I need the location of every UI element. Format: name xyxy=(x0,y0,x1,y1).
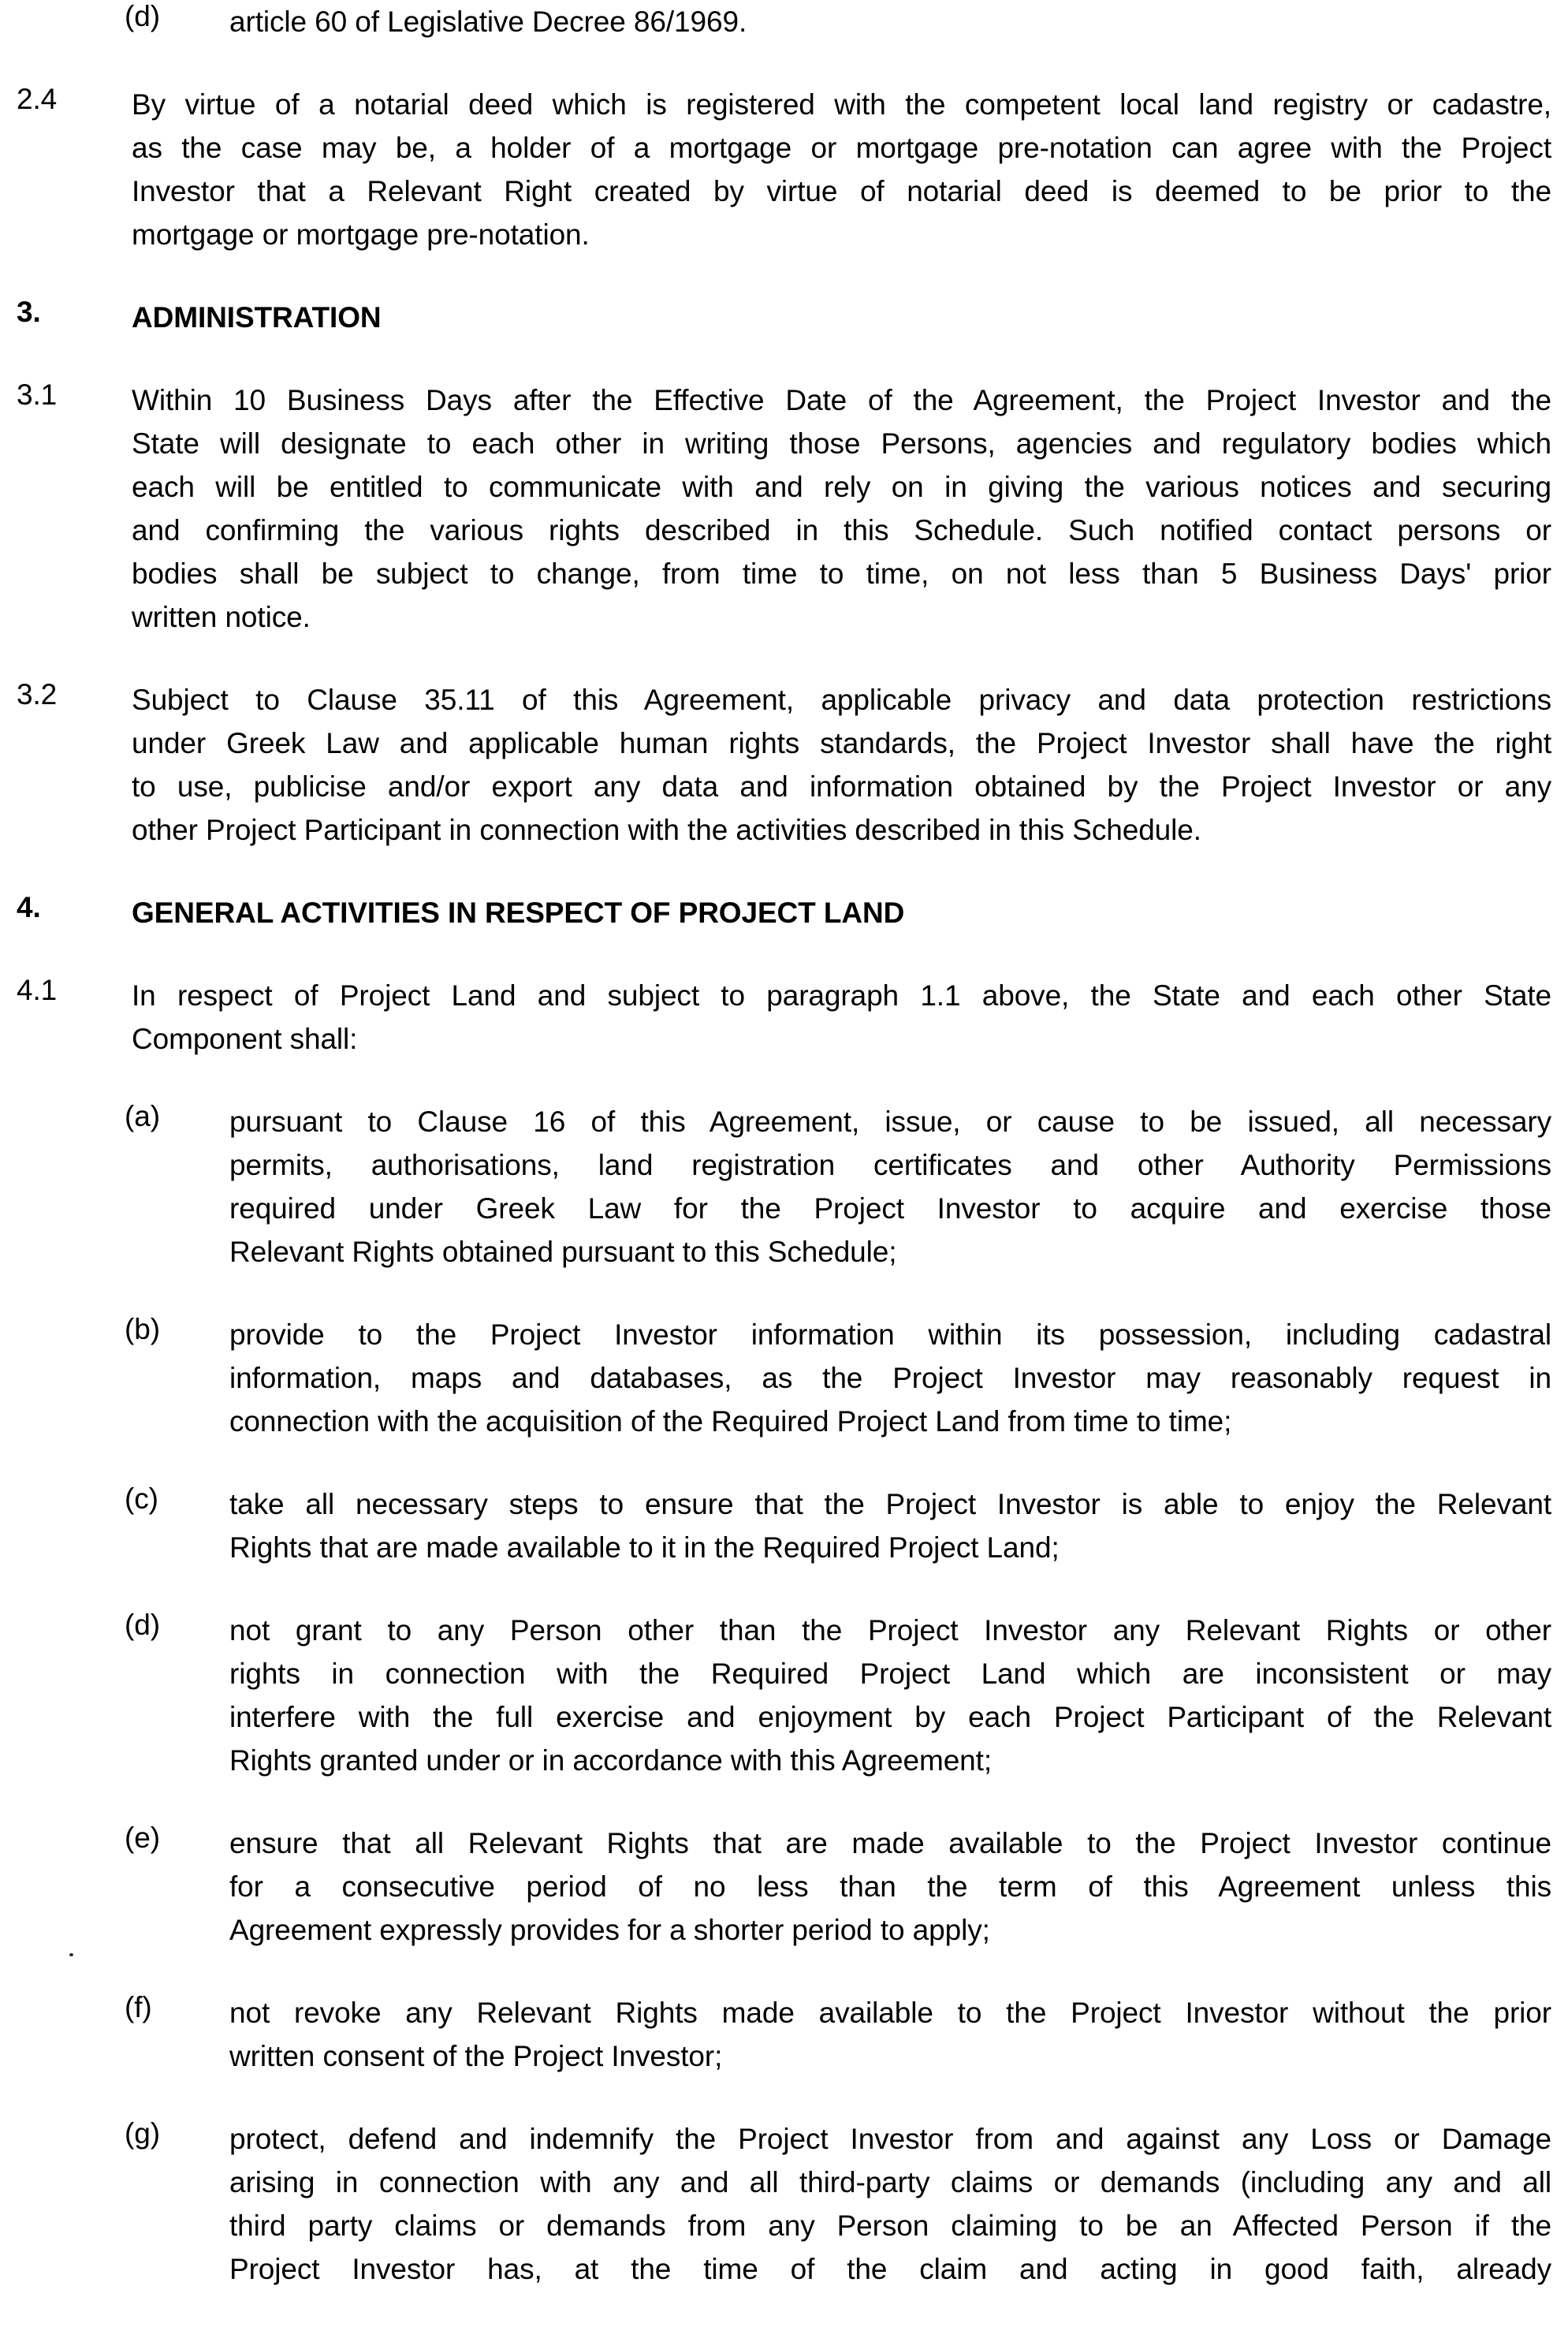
clause-label: (f) xyxy=(125,1991,152,2023)
text-line: protect, defend and indemnify the Project Investor from and against any Loss or Damage xyxy=(229,2123,1551,2155)
clause-text xyxy=(229,1609,1551,1782)
text-line: connection with the acquisition of the Required Project Land from time to time; xyxy=(229,1405,1232,1438)
text-line: as the case may be, a holder of a mortgage or mortgage pre-notation can agree with the Project xyxy=(132,132,1551,164)
section-heading xyxy=(17,296,1551,339)
text-line: arising in connection with any and all third-party claims or demands (including any and all xyxy=(229,2166,1551,2198)
text-line: rights in connection with the Required Project Land which are inconsistent or may xyxy=(229,1658,1551,1690)
clause-text xyxy=(229,1822,1551,1952)
text-line: mortgage or mortgage pre-notation. xyxy=(132,218,590,251)
text-line: written notice. xyxy=(132,601,311,633)
clause-text xyxy=(229,0,1551,43)
clause xyxy=(17,379,1551,639)
clause-text xyxy=(132,678,1551,852)
subclause xyxy=(17,1313,1551,1443)
scan-speck xyxy=(69,1953,73,1956)
clause xyxy=(17,678,1551,852)
text-line: State will designate to each other in writing those Persons, agencies and regulatory bodies which xyxy=(132,427,1551,460)
clause-label: 3.2 xyxy=(17,678,58,710)
text-line: written consent of the Project Investor; xyxy=(229,2040,723,2072)
clause-text xyxy=(229,1991,1551,2078)
clause-label: (e) xyxy=(125,1822,160,1854)
text-line: Rights that are made available to it in the Required Project Land; xyxy=(229,1531,1060,1564)
text-line: Component shall: xyxy=(132,1023,358,1055)
text-line: each will be entitled to communicate with and rely on in giving the various notices and securing xyxy=(132,471,1551,503)
clause-text xyxy=(132,974,1551,1061)
text-line: and confirming the various rights described in this Schedule. Such notified contact persons or xyxy=(132,514,1551,546)
clause-label: 3.1 xyxy=(17,379,58,411)
text-line: take all necessary steps to ensure that the Project Investor is able to enjoy the Relevant xyxy=(229,1488,1551,1520)
text-line: Subject to Clause 35.11 of this Agreement, applicable privacy and data protection restrictions xyxy=(132,684,1551,716)
clause-label: 4. xyxy=(17,891,41,923)
text-line: Within 10 Business Days after the Effective Date of the Agreement, the Project Investor and the xyxy=(132,384,1551,416)
clause-text xyxy=(229,1482,1551,1569)
subclause xyxy=(17,1822,1551,1952)
clause-label: (g) xyxy=(125,2117,160,2150)
clause-label: (d) xyxy=(125,0,160,32)
text-line: permits, authorisations, land registration certificates and other Authority Permissions xyxy=(229,1149,1551,1181)
text-line: to use, publicise and/or export any data and information obtained by the Project Investor or any xyxy=(132,770,1551,803)
clause-label: 4.1 xyxy=(17,974,58,1006)
text-line: provide to the Project Investor information within its possession, including cadastral xyxy=(229,1318,1551,1351)
clause xyxy=(17,974,1551,1061)
text-line: article 60 of Legislative Decree 86/1969. xyxy=(229,6,747,38)
text-line: ensure that all Relevant Rights that are made available to the Project Investor continue xyxy=(229,1827,1551,1859)
clause-label: 2.4 xyxy=(17,83,58,115)
text-line: bodies shall be subject to change, from time to time, on not less than 5 Business Days' prior xyxy=(132,558,1551,590)
text-line: ADMINISTRATION xyxy=(132,301,382,334)
clause-text xyxy=(132,83,1551,256)
subclause xyxy=(17,0,1551,43)
text-line: interfere with the full exercise and enjoyment by each Project Participant of the Relevant xyxy=(229,1701,1551,1733)
clause-label: (c) xyxy=(125,1482,158,1515)
text-line: third party claims or demands from any Person claiming to be an Affected Person if the xyxy=(229,2210,1551,2242)
clause-label: (b) xyxy=(125,1313,160,1345)
clause-text xyxy=(229,1313,1551,1443)
subclause xyxy=(17,1100,1551,1274)
subclause xyxy=(17,1482,1551,1569)
clause-text xyxy=(229,2117,1551,2291)
clause-text xyxy=(132,296,1551,339)
clause-text xyxy=(229,1100,1551,1274)
subclause xyxy=(17,2117,1551,2291)
text-line: Rights granted under or in accordance with this Agreement; xyxy=(229,1744,993,1777)
text-line: Agreement expressly provides for a shorter period to apply; xyxy=(229,1914,990,1946)
text-line: GENERAL ACTIVITIES IN RESPECT OF PROJECT LAND xyxy=(132,897,905,929)
clause xyxy=(17,83,1551,256)
text-line: pursuant to Clause 16 of this Agreement, issue, or cause to be issued, all necessary xyxy=(229,1106,1551,1138)
text-line: not revoke any Relevant Rights made available to the Project Investor without the prior xyxy=(229,1997,1551,2029)
text-line: By virtue of a notarial deed which is registered with the competent local land registry or cadastre, xyxy=(132,88,1551,121)
text-line: information, maps and databases, as the Project Investor may reasonably request in xyxy=(229,1362,1551,1394)
clause-label: (a) xyxy=(125,1100,160,1132)
clause-label: (d) xyxy=(125,1609,160,1641)
section-heading xyxy=(17,891,1551,934)
text-line: other Project Participant in connection with the activities described in this Schedule. xyxy=(132,814,1201,846)
subclause xyxy=(17,1609,1551,1782)
subclause xyxy=(17,1991,1551,2078)
text-line: Project Investor has, at the time of the claim and acting in good faith, already xyxy=(229,2253,1551,2285)
text-line: Investor that a Relevant Right created by virtue of notarial deed is deemed to be prior to the xyxy=(132,175,1551,207)
text-line: Relevant Rights obtained pursuant to this Schedule; xyxy=(229,1236,897,1268)
clause-text xyxy=(132,379,1551,639)
text-line: not grant to any Person other than the Project Investor any Relevant Rights or other xyxy=(229,1614,1551,1646)
text-line: for a consecutive period of no less than the term of this Agreement unless this xyxy=(229,1870,1551,1903)
clause-text xyxy=(132,891,1551,934)
clause-label: 3. xyxy=(17,296,41,328)
text-line: In respect of Project Land and subject to paragraph 1.1 above, the State and each other State xyxy=(132,979,1551,1012)
text-line: under Greek Law and applicable human rights standards, the Project Investor shall have the right xyxy=(132,727,1551,759)
text-line: required under Greek Law for the Project Investor to acquire and exercise those xyxy=(229,1192,1551,1225)
